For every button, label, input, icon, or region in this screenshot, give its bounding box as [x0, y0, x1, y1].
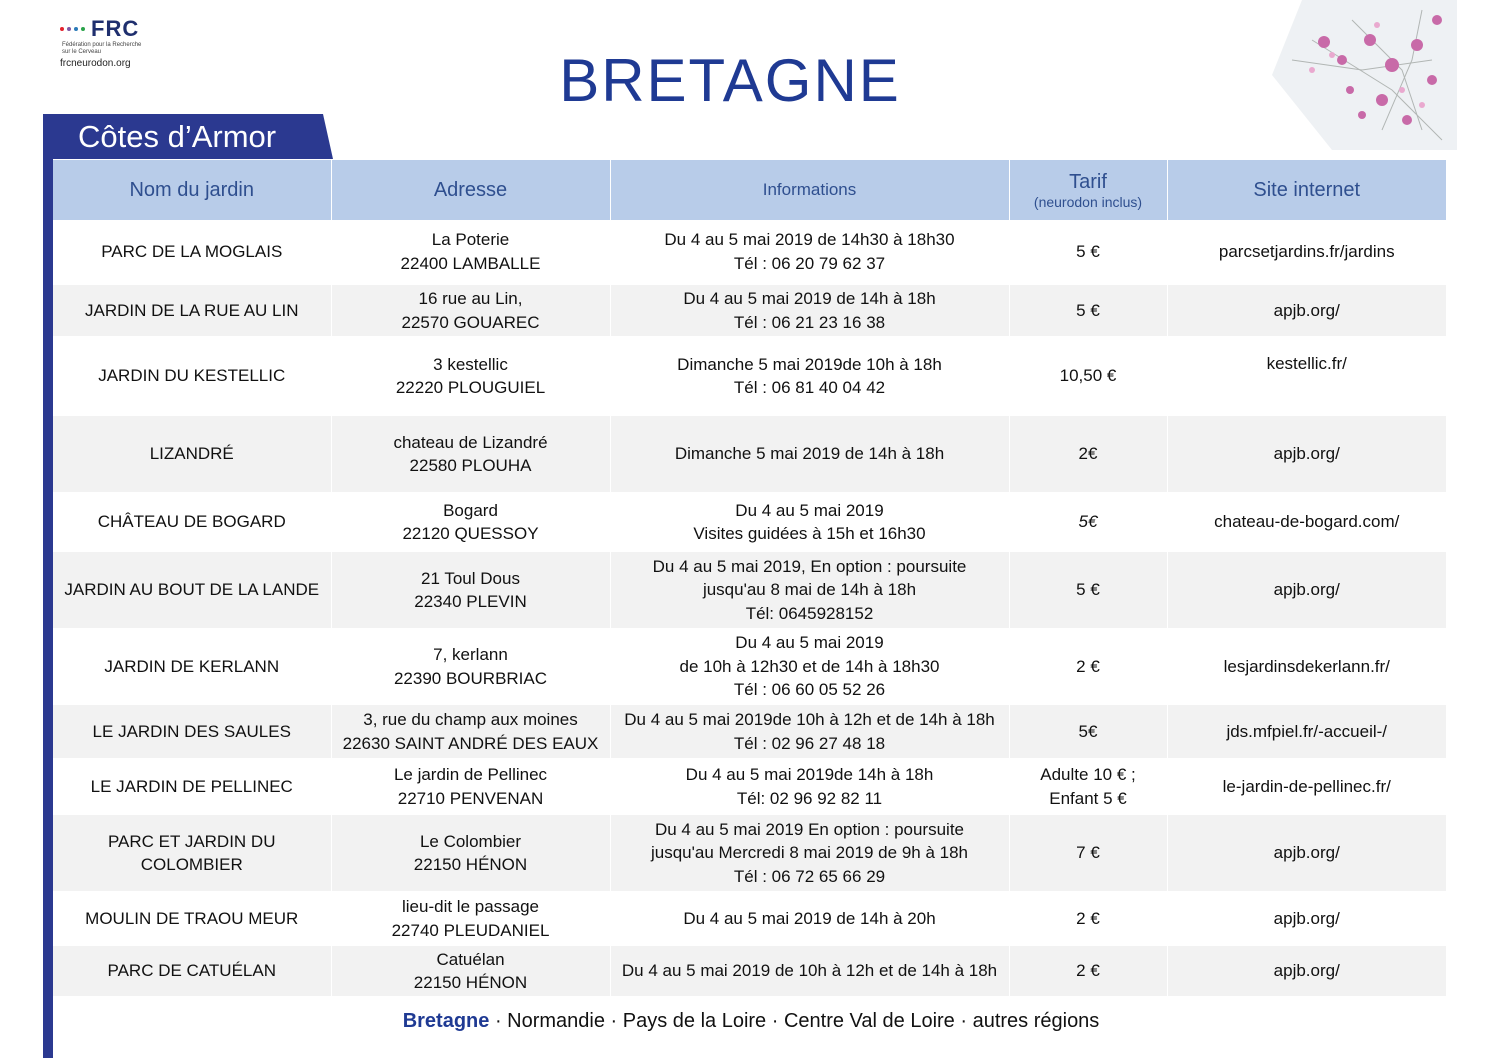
cell-site[interactable]: apjb.org/	[1167, 892, 1446, 945]
logo-dots-icon	[60, 27, 85, 31]
cell-tarif	[1009, 814, 1167, 892]
cell-info-line: Du 4 au 5 mai 2019, En option : poursuite	[652, 556, 967, 576]
cell-name: MOULIN DE TRAOU MEUR	[53, 892, 331, 945]
cell-name: JARDIN DE LA RUE AU LIN	[53, 284, 331, 337]
cell-address-line: 22740 PLEUDANIEL	[391, 920, 550, 940]
cell-info	[610, 629, 1009, 704]
cell-address-line: 22150 HÉNON	[413, 973, 528, 992]
cell-tarif-line: 5 €	[1076, 300, 1100, 320]
cell-name: LIZANDRÉ	[53, 415, 331, 493]
cell-info	[610, 551, 1009, 629]
table-row	[53, 493, 1446, 551]
cell-address-line: 3 kestellic	[433, 354, 508, 374]
cell-site[interactable]: le-jardin-de-pellinec.fr/	[1167, 759, 1446, 814]
cell-address	[331, 284, 610, 337]
cell-info-line: Du 4 au 5 mai 2019	[735, 633, 884, 653]
cell-name: CHÂTEAU DE BOGARD	[53, 493, 331, 551]
cell-tarif-line: 2 €	[1076, 656, 1100, 676]
cell-address	[331, 892, 610, 945]
flower-decoration-image	[1272, 0, 1457, 150]
cell-info-line: Du 4 au 5 mai 2019	[735, 500, 884, 520]
cell-tarif-line: 5€	[1078, 721, 1098, 741]
cell-address-line: 22570 GOUAREC	[401, 312, 540, 332]
cell-tarif-line: 7 €	[1076, 843, 1100, 863]
cell-info-line: Tél : 06 21 23 16 38	[733, 312, 886, 332]
cell-tarif	[1009, 220, 1167, 284]
cell-address-line: 16 rue au Lin,	[418, 289, 523, 308]
cell-info-line: Du 4 au 5 mai 2019 de 14h30 à 18h30	[664, 230, 955, 249]
logo-name: FRC	[91, 16, 140, 41]
cell-info-line: Du 4 au 5 mai 2019 En option : poursuite	[654, 819, 965, 839]
cell-info	[610, 284, 1009, 337]
header-name: Nom du jardin	[53, 160, 331, 220]
table-header-row	[53, 160, 1446, 220]
cell-info	[610, 493, 1009, 551]
table-row	[53, 415, 1446, 493]
cell-info-line: Dimanche 5 mai 2019 de 14h à 18h	[674, 444, 945, 464]
cell-name: PARC DE CATUÉLAN	[53, 945, 331, 997]
cell-site[interactable]: apjb.org/	[1167, 551, 1446, 629]
table-row	[53, 759, 1446, 814]
cell-info	[610, 704, 1009, 759]
cell-name: LE JARDIN DES SAULES	[53, 704, 331, 759]
cell-site[interactable]: kestellic.fr/	[1167, 337, 1446, 415]
header-site: Site internet	[1167, 160, 1446, 220]
logo-dot	[81, 27, 85, 31]
cell-site[interactable]: lesjardinsdekerlann.fr/	[1167, 629, 1446, 704]
cell-address	[331, 629, 610, 704]
table-row	[53, 629, 1446, 704]
cell-address-line: lieu-dit le passage	[401, 897, 540, 916]
cell-tarif-line: 2 €	[1076, 961, 1100, 981]
table-row	[53, 284, 1446, 337]
header-address: Adresse	[331, 160, 610, 220]
cell-info-line: Du 4 au 5 mai 2019 de 14h à 18h	[683, 289, 936, 308]
cell-address	[331, 493, 610, 551]
cell-address-line: 22340 PLEVIN	[414, 592, 527, 611]
table-row	[53, 704, 1446, 759]
cell-address-line: 22580 PLOUHA	[409, 456, 532, 475]
table-row	[53, 551, 1446, 629]
footer-current-region[interactable]: Bretagne	[402, 1010, 490, 1032]
cell-tarif	[1009, 337, 1167, 415]
cell-address-line: Bogard	[443, 500, 498, 520]
cell-info-line: Du 4 au 5 mai 2019 de 14h à 20h	[683, 908, 936, 928]
header-tarif-sub: (neurodon inclus)	[1033, 193, 1143, 210]
cell-info-line: de 10h à 12h30 et de 14h à 18h30	[679, 656, 940, 676]
gardens-table	[53, 160, 1446, 998]
cell-site[interactable]: apjb.org/	[1167, 814, 1446, 892]
cell-info	[610, 220, 1009, 284]
cell-tarif-line: 2 €	[1076, 908, 1100, 928]
cell-address-line: chateau de Lizandré	[393, 432, 548, 452]
logo-dot	[74, 27, 78, 31]
header-tarif-label: Tarif	[1069, 170, 1107, 193]
cell-info-line: Du 4 au 5 mai 2019de 14h à 18h	[685, 765, 934, 784]
page-title: BRETAGNE	[559, 47, 901, 114]
cell-address	[331, 704, 610, 759]
cell-address	[331, 814, 610, 892]
cell-tarif-line: 5 €	[1076, 580, 1100, 600]
cell-address-line: Le jardin de Pellinec	[393, 765, 548, 784]
cell-address-line: 22630 SAINT ANDRÉ DES EAUX	[342, 733, 599, 753]
cell-tarif-line: 5€	[1078, 512, 1098, 532]
cell-info	[610, 814, 1009, 892]
logo-url[interactable]: frcneurodon.org	[60, 58, 131, 69]
cell-tarif	[1009, 704, 1167, 759]
cell-site[interactable]: parcsetjardins.fr/jardins	[1167, 220, 1446, 284]
cell-info-line: Visites guidées à 15h et 16h30	[693, 524, 926, 543]
cell-address-line: Le Colombier	[419, 831, 522, 851]
table-row	[53, 945, 1446, 997]
cell-address	[331, 759, 610, 814]
cell-address	[331, 945, 610, 997]
region-tab	[43, 114, 333, 159]
cell-tarif	[1009, 415, 1167, 493]
cell-name: JARDIN DE KERLANN	[53, 629, 331, 704]
cell-info-line: Du 4 au 5 mai 2019 de 10h à 12h et de 14h à 18h	[621, 961, 998, 981]
cell-address	[331, 337, 610, 415]
table-row	[53, 337, 1446, 415]
cell-info-line: Tél : 06 60 05 52 26	[733, 680, 886, 700]
cell-tarif	[1009, 551, 1167, 629]
cell-address-line: 22710 PENVENAN	[397, 788, 544, 808]
cell-info-line: Tél : 06 20 79 62 37	[733, 253, 886, 273]
header-info: Informations	[610, 160, 1009, 220]
cell-info	[610, 945, 1009, 997]
cell-info-line: Du 4 au 5 mai 2019de 10h à 12h et de 14h à 18h	[624, 710, 995, 729]
cell-address-line: 7, kerlann	[433, 645, 508, 664]
cell-tarif	[1009, 493, 1167, 551]
cell-address	[331, 220, 610, 284]
table-row	[53, 892, 1446, 945]
cell-address-line: 22150 HÉNON	[413, 855, 528, 874]
cell-info	[610, 892, 1009, 945]
cell-info	[610, 337, 1009, 415]
accent-side-bar	[43, 158, 53, 1058]
cell-info-line: Tél : 06 81 40 04 42	[733, 378, 886, 397]
cell-address-line: 22220 PLOUGUIEL	[395, 378, 546, 397]
cell-name: LE JARDIN DE PELLINEC	[53, 759, 331, 814]
cell-address-line: La Poterie	[431, 230, 510, 249]
region-navigation	[0, 1010, 1497, 1033]
cell-tarif	[1009, 759, 1167, 814]
cell-address-line: Catuélan	[436, 949, 505, 969]
cell-info-line: Dimanche 5 mai 2019de 10h à 18h	[677, 354, 942, 374]
table-row	[53, 814, 1446, 892]
cell-tarif-line: 10,50 €	[1059, 366, 1117, 386]
cell-name: JARDIN DU KESTELLIC	[53, 337, 331, 415]
cell-info	[610, 759, 1009, 814]
cell-info-line: Tél : 02 96 27 48 18	[733, 733, 886, 753]
cell-address-line: 22120 QUESSOY	[402, 524, 539, 543]
cell-info-line: Tél: 02 96 92 82 11	[736, 788, 883, 808]
cell-address-line: 21 Toul Dous	[421, 568, 520, 588]
cell-site[interactable]: apjb.org/	[1167, 284, 1446, 337]
cell-info-line: Tél : 06 72 65 66 29	[733, 866, 886, 886]
cell-tarif-line: 5 €	[1076, 241, 1100, 261]
cell-info-line: jusqu'au 8 mai de 14h à 18h	[702, 580, 917, 600]
cell-address-line: 3, rue du champ aux moines	[363, 710, 578, 729]
cell-address	[331, 415, 610, 493]
cell-tarif	[1009, 945, 1167, 997]
cell-address-line: 22400 LAMBALLE	[400, 253, 541, 273]
cell-tarif	[1009, 629, 1167, 704]
table-row	[53, 220, 1446, 284]
cell-name: PARC DE LA MOGLAIS	[53, 220, 331, 284]
cell-info-line: jusqu'au Mercredi 8 mai 2019 de 9h à 18h	[650, 843, 968, 863]
cell-site[interactable]: chateau-de-bogard.com/	[1167, 493, 1446, 551]
cell-tarif-line: Enfant 5 €	[1049, 788, 1127, 808]
footer-other-regions[interactable]: · Normandie · Pays de la Loire · Centre Val de Loire · autres régions	[494, 1010, 1100, 1032]
cell-address-line: 22390 BOURBRIAC	[393, 668, 548, 688]
region-tab-label: Côtes d’Armor	[78, 119, 277, 154]
cell-site[interactable]: apjb.org/	[1167, 945, 1446, 997]
cell-tarif	[1009, 892, 1167, 945]
cell-address	[331, 551, 610, 629]
cell-tarif-line: 2€	[1078, 444, 1098, 464]
logo-dot	[60, 27, 64, 31]
cell-site[interactable]: jds.mfpiel.fr/-accueil-/	[1167, 704, 1446, 759]
cell-name: PARC ET JARDIN DU COLOMBIER	[53, 814, 331, 892]
cell-tarif-line: Adulte 10 € ;	[1040, 765, 1136, 784]
cell-info	[610, 415, 1009, 493]
logo-dot	[67, 27, 71, 31]
cell-tarif	[1009, 284, 1167, 337]
logo-subtitle: Fédération pour la Recherche sur le Cerveau	[62, 42, 142, 55]
cell-name: JARDIN AU BOUT DE LA LANDE	[53, 551, 331, 629]
cell-site[interactable]: apjb.org/	[1167, 415, 1446, 493]
header-tarif	[1009, 160, 1167, 220]
cell-info-line: Tél: 0645928152	[745, 603, 874, 623]
